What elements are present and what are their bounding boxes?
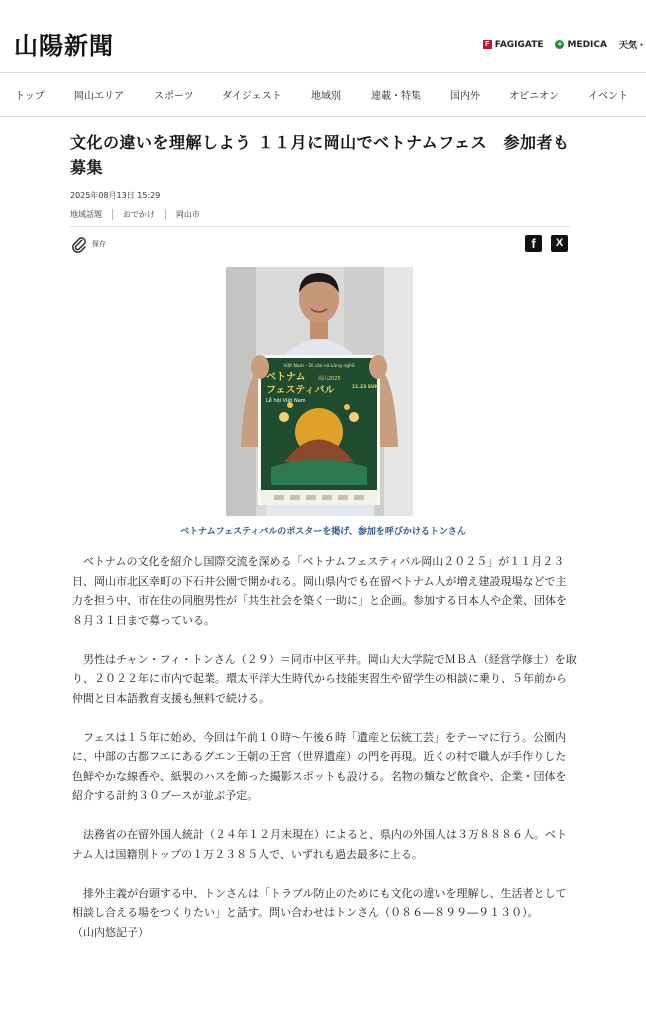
site-header <box>0 0 646 72</box>
article-photo <box>226 267 413 516</box>
article-tags <box>70 209 570 220</box>
medica-label: MEDICA <box>567 39 607 50</box>
main-nav <box>0 72 646 117</box>
article-body <box>72 552 577 942</box>
tag-okayama-city[interactable]: 岡山市 <box>165 209 210 220</box>
nav-regions[interactable]: 地域別 <box>311 91 341 102</box>
poster-date: 11.23 SUN <box>352 385 379 390</box>
article-byline: （山内悠記子） <box>72 925 149 939</box>
article-title: 文化の違いを理解しよう １１月に岡山でベトナムフェス 参加者も募集 <box>70 133 570 177</box>
fagigate-icon: F <box>483 40 492 49</box>
fagigate-label: FAGIGATE <box>494 39 544 50</box>
weather-link[interactable] <box>619 38 646 51</box>
poster-title-line2: フェスティバル <box>266 385 335 396</box>
poster-title-line1: ベトナム <box>266 372 306 383</box>
nav-features[interactable]: 連載・特集 <box>371 91 421 102</box>
medica-icon: + <box>557 40 563 48</box>
article-tools <box>70 226 570 261</box>
paperclip-icon <box>70 235 88 253</box>
save-button[interactable] <box>70 235 106 253</box>
body-paragraph: 排外主義が台頭する中、トンさんは「トラブル防止のためにも文化の違いを理解し、生活者として相談し合える場をつくりたい」と話す。問い合わせはトンさん（０８６―８９９―９１３０）。 <box>72 886 567 919</box>
body-paragraph: 男性はチャン・フィ・トンさん（２９）＝同市中区平井。岡山大大学院でＭＢＡ（経営学修士）を取り、２０２２年に市内で起業。環太平洋大生時代から技能実習生や留学生の相談に乗り、５年前から仲間と日本語教育支援も無料で続ける。 <box>72 652 577 705</box>
photo-illustration <box>226 267 413 516</box>
poster-year: 岡山2025 <box>318 376 341 382</box>
site-logo[interactable]: 山陽新聞 <box>14 31 114 60</box>
nav-opinion[interactable]: オピニオン <box>509 91 559 102</box>
tag-outings[interactable]: おでかけ <box>112 209 165 220</box>
weather-label: 天気・ <box>618 41 646 51</box>
body-paragraph: 法務省の在留外国人統計（２４年１２月末現在）によると、県内の外国人は３万８８８６人。ベトナム人は国籍別トップの１万２３８５人で、いずれも過去最多に上る。 <box>72 828 567 861</box>
fagigate-link[interactable] <box>483 40 544 50</box>
nav-top[interactable]: トップ <box>15 91 45 102</box>
nav-national[interactable]: 国内外 <box>450 91 480 102</box>
tag-local-topics[interactable]: 地域話題 <box>70 210 102 219</box>
medica-link[interactable] <box>555 40 607 50</box>
article-header <box>70 130 570 220</box>
body-paragraph: フェスは１５年に始め、今回は午前１０時〜午後６時「遺産と伝統工芸」をテーマに行う。公園内に、中部の古都フエにあるグエン王朝の王宮（世界遺産）の門を再現。近くの村で職人が手作りした色鮮やかな線香や、紙製のハスを飾った撮影スポットも設ける。名物の麺など飲食や、企業・団体を紹介する計約３０ブースが並ぶ予定。 <box>72 730 567 802</box>
partner-links <box>471 38 646 51</box>
nav-digest[interactable]: ダイジェスト <box>222 91 282 102</box>
photo-caption: ベトナムフェスティバルのポスターを掲げ、参加を呼びかけるトンさん <box>180 527 466 537</box>
poster-tagline: Việt Nam - Di sản và Làng nghề <box>283 364 355 369</box>
body-paragraph: ベトナムの文化を紹介し国際交流を深める「ベトナムフェスティバル岡山２０２５」が１１月２３日、岡山市北区幸町の下石井公園で開かれる。岡山県内でも在留ベトナム人が増え建設現場などで主力を担う中、市在住の同胞男性が「共生社会を築く一助に」と企画。参加する日本人や企業、団体を８月３１日まで募っている。 <box>72 555 567 627</box>
nav-sports[interactable]: スポーツ <box>154 91 194 102</box>
nav-okayama-area[interactable]: 岡山エリア <box>74 91 124 102</box>
x-share-icon[interactable]: X <box>551 235 568 252</box>
article-date: 2025年08月13日 15:29 <box>70 191 161 200</box>
nav-events[interactable]: イベント <box>588 91 628 102</box>
facebook-share-icon[interactable]: f <box>525 235 542 252</box>
save-label: 保存 <box>92 240 106 248</box>
poster-subtitle: Lễ hội Việt Nam <box>266 398 306 404</box>
